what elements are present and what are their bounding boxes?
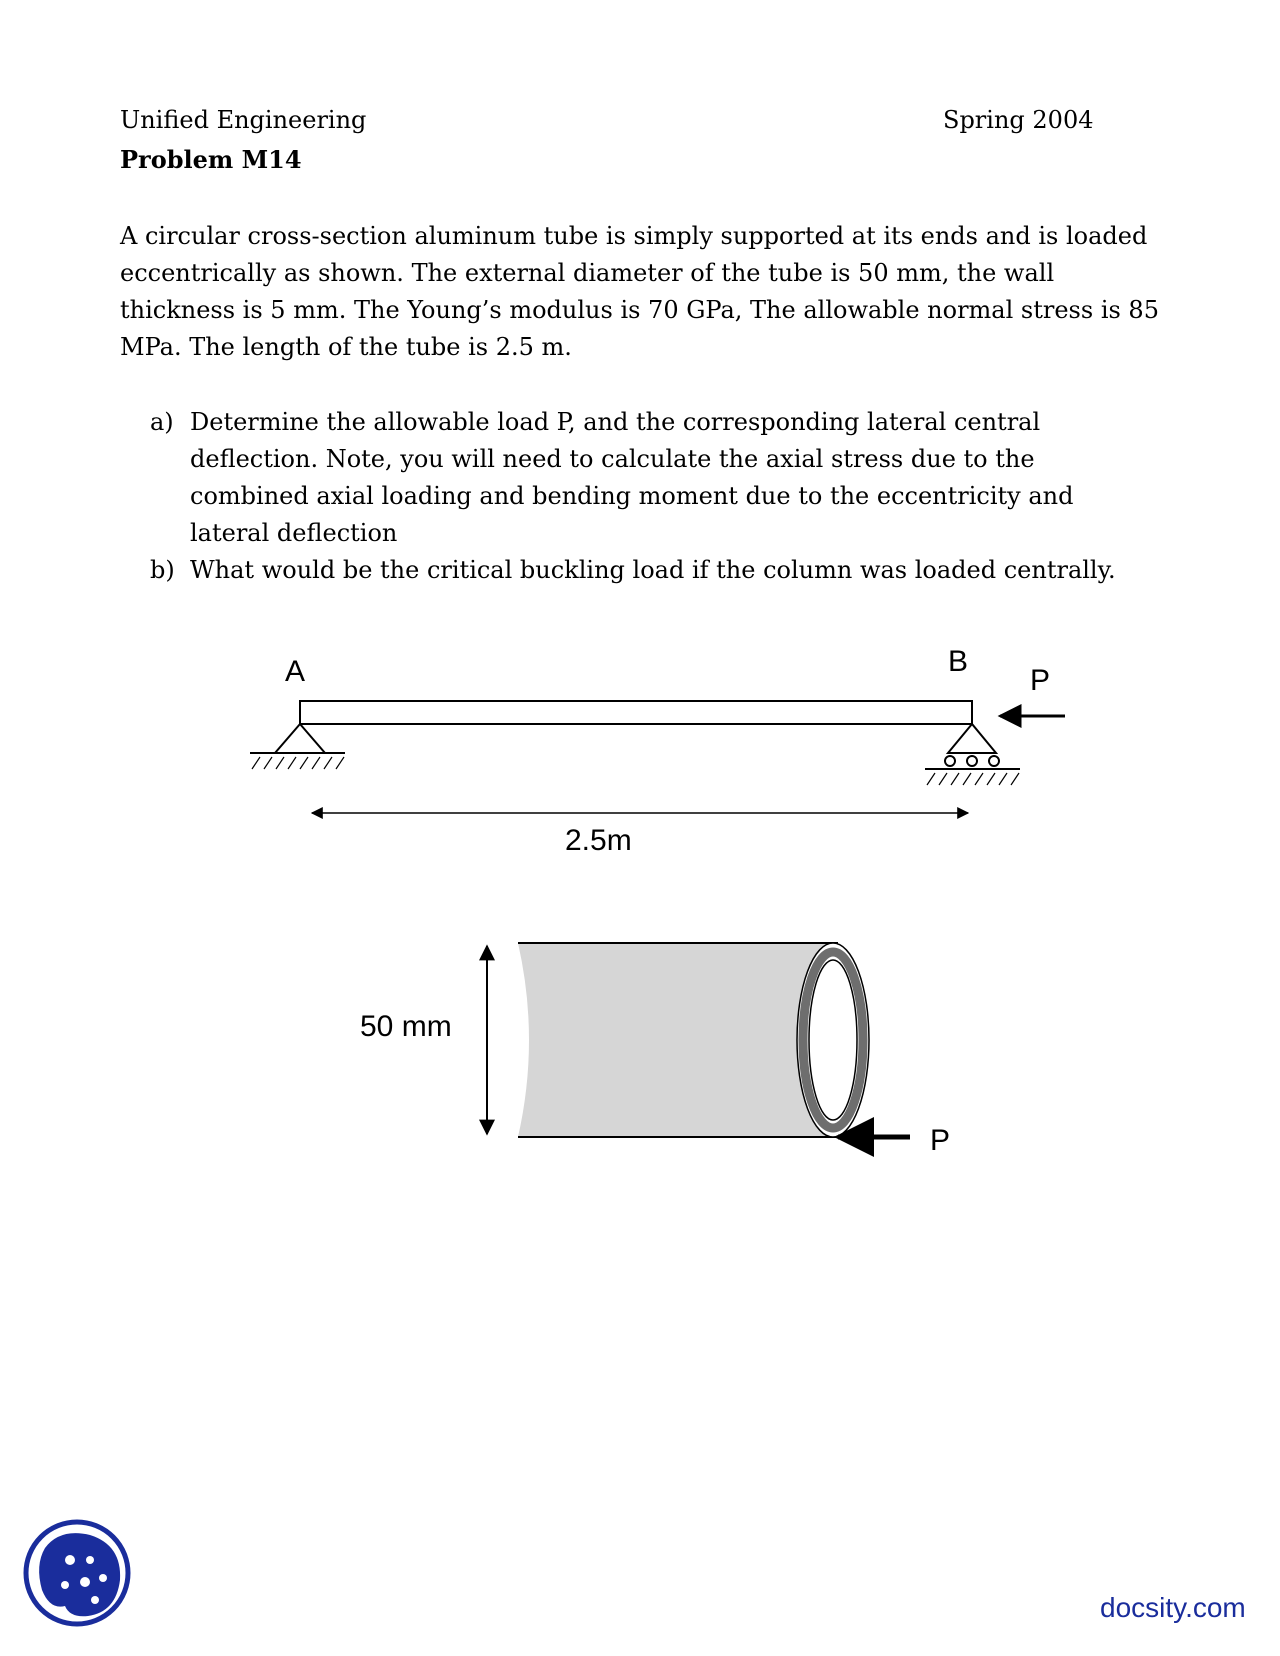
diameter-label: 50 mm	[360, 1010, 452, 1043]
question-text: What would be the critical buckling load if the column was loaded centrally.	[190, 556, 1116, 584]
problem-title: Problem M14	[120, 145, 302, 174]
question-text: Determine the allowable load P, and the corresponding lateral central deflection. Note, you will need to calculate the axial stress due to the combined axial loading and bending moment due to the eccentricity and lateral deflection	[190, 408, 1074, 547]
course-title: Unified Engineering	[120, 106, 367, 134]
length-label: 2.5m	[565, 824, 632, 857]
question-label: b)	[150, 556, 175, 584]
tube-load-p-label: P	[930, 1124, 951, 1157]
problem-description: A circular cross-section aluminum tube is simply supported at its ends and is loaded eccentrically as shown. The external diameter of the tube is 50 mm, the wall thickness is 5 mm. The Young’s modulus is 70 GPa, The allowable normal stress is 85 MPa. The length of the tube is 2.5 m.	[120, 222, 1159, 361]
support-b-label: B	[948, 645, 969, 678]
question-label: a)	[150, 408, 174, 436]
load-p-label: P	[1030, 664, 1051, 697]
support-a-label: A	[285, 655, 306, 688]
footer-brand[interactable]: docsity.com	[1100, 1592, 1246, 1623]
term: Spring 2004	[943, 106, 1094, 134]
